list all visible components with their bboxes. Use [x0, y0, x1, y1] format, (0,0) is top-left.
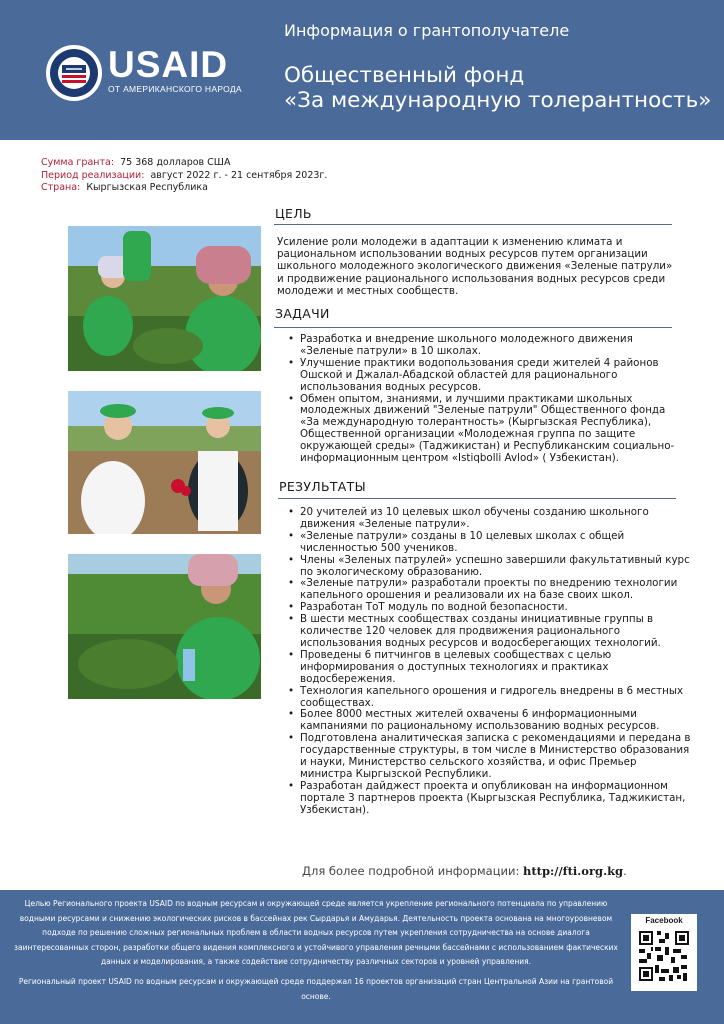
result-item: • Проведены 6 питчингов в целевых сообществах с целью информирования о доступных технологиях и практиках водосбережения. — [287, 650, 692, 686]
footer-project-description: Целью Регионального проекта USAID по водным ресурсам и окружающей среде является укрепление регионального потенциала по управлению водными ресурсами и снижению экологических рисков в бассейнах рек Сырдарья и Амударья. Деятельность проекта основана на многоуровневом подходе по решению сложных региональных проблем в области водных ресурсов путем укрепления сотрудничества на основе диалога заинтересованных сторон, разработки общего видения комплексного и устойчивого управления речными бассейнами с использованием фактических данных и моделирования, а также содействие сотрудничеству различных секторов и уровней управления. — [14, 899, 618, 967]
more-info-end: . — [623, 864, 627, 878]
country-label: Страна: — [41, 182, 81, 193]
website-link[interactable]: http://fti.org.kg — [523, 864, 624, 878]
result-item: • «Зеленые патрули» созданы в 10 целевых школах с общей численностью 500 учеников. — [287, 531, 692, 555]
photo-girls-with-rose — [68, 391, 261, 534]
footer-grants-note: Региональный проект USAID по водным ресурсам и окружающей среде поддержал 16 проектов организаций стран Центральной Азии на грантовой основе. — [18, 977, 614, 1001]
tasks-heading: ЗАДАЧИ — [275, 306, 330, 321]
usaid-seal-icon — [46, 45, 102, 101]
document-label: Информация о грантополучателе — [284, 21, 570, 40]
results-divider — [278, 498, 676, 499]
task-item: • Разработка и внедрение школьного молодежного движения «Зеленые патрули» в 10 школах. — [287, 334, 683, 358]
grant-country-row — [41, 182, 327, 195]
result-item: • Более 8000 местных жителей охвачены 6 информационными кампаниями по рациональному использованию водных ресурсов. — [287, 709, 692, 733]
grant-period-row — [41, 170, 327, 183]
tasks-divider — [274, 327, 672, 328]
facebook-qr-card[interactable] — [631, 914, 697, 991]
result-item: • 20 учителей из 10 целевых школ обучены созданию школьного движения «Зеленые патрули». — [287, 507, 692, 531]
qr-label: Facebook — [645, 916, 683, 925]
results-heading: РЕЗУЛЬТАТЫ — [279, 479, 366, 494]
usaid-tagline: ОТ АМЕРИКАНСКОГО НАРОДА — [108, 84, 242, 94]
task-item: • Обмен опытом, знаниями, и лучшими практиками школьных молодежных движений "Зеленые патрули" Общественного фонда «За международную толерантность» (Кыргызская Республика), Общественной организации «Молодежная группа по защите окружающей среды» (Таджикистан) и Республиканским социально-информационным центром «Istiqbolli Avlod» ( Узбекистан). — [287, 394, 683, 465]
more-info-text: Для более подробной информации: — [302, 864, 523, 878]
task-item: • Улучшение практики водопользования среди жителей 4 районов Ошской и Джалал-Абадской областей для рационального использования водных ресурсов. — [287, 358, 683, 394]
country-value: Кыргызская Республика — [86, 182, 208, 193]
title-line-2: «За международную толерантность» — [284, 88, 712, 114]
result-item: • Члены «Зеленых патрулей» успешно завершили факультативный курс по экологическому образованию. — [287, 555, 692, 579]
grant-meta — [41, 157, 327, 195]
results-list — [287, 507, 692, 817]
page-title — [284, 63, 711, 114]
result-item: • Разработан ТоТ модуль по водной безопасности. — [287, 602, 692, 614]
photo-women-in-field — [68, 226, 261, 371]
title-line-1: Общественный фонд — [284, 63, 525, 88]
result-item: • «Зеленые патрули» разработали проекты по внедрению технологии капельного орошения и реализовали их на базе своих школ. — [287, 578, 692, 602]
photo-elder-woman-in-field — [68, 554, 261, 699]
result-item: • В шести местных сообществах созданы инициативные группы в количестве 120 человек для продвижения рационального использования водных ресурсов и водосберегающих технологий. — [287, 614, 692, 650]
result-item: • Технология капельного орошения и гидрогель внедрены в 6 местных сообществах. — [287, 686, 692, 710]
qr-code-icon — [637, 929, 691, 983]
goal-heading: ЦЕЛЬ — [275, 206, 312, 221]
amount-value: 75 368 долларов США — [120, 157, 231, 168]
goal-text: Усиление роли молодежи в адаптации к изменению климата и рациональном использовании водных ресурсов путем организации школьного молодежного экологического движения «Зеленые патрули» и продвижение рационального использования водных ресурсов среди молодежи и местных сообществ. — [277, 236, 673, 297]
period-value: август 2022 г. - 21 сентября 2023г. — [150, 169, 328, 181]
tasks-list — [287, 334, 683, 465]
amount-label: Сумма гранта: — [41, 157, 115, 168]
more-info — [302, 864, 627, 878]
result-item: • Разработан дайджест проекта и опубликован на информационном портале 3 партнеров проекта (Кыргызская Республика, Таджикистан, Узбекистан). — [287, 781, 692, 817]
result-item: • Подготовлена аналитическая записка с рекомендациями и передана в государственные структуры, в том числе в Министерство образования и науки, Министерство сельского хозяйства, и офис Премьер министра Кыргызской Республики. — [287, 733, 692, 781]
usaid-wordmark: USAID — [108, 44, 229, 85]
goal-divider — [274, 224, 672, 225]
period-label: Период реализации: — [41, 169, 145, 181]
grant-amount-row — [41, 157, 327, 170]
